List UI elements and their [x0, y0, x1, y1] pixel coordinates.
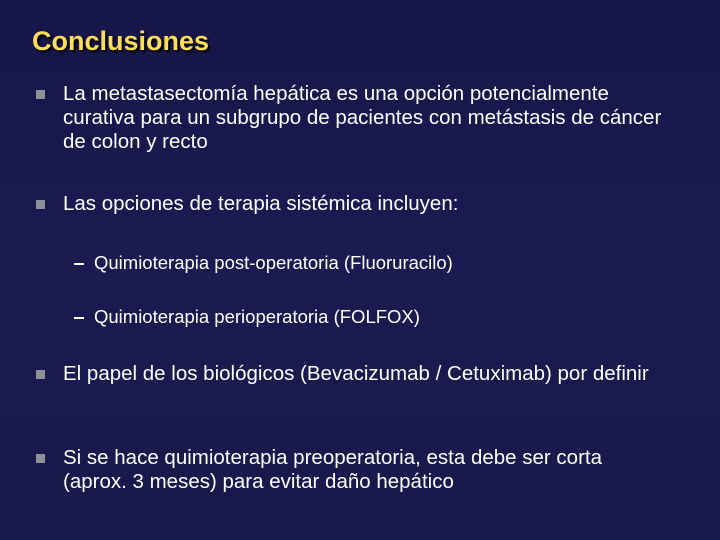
- sub-bullet-item: [74, 306, 420, 328]
- bullet-item: [36, 446, 653, 494]
- sub-bullet-text: Quimioterapia perioperatoria (FOLFOX): [94, 306, 420, 327]
- bullet-text: Si se hace quimioterapia preoperatoria, esta debe ser corta (aprox. 3 meses) para evitar daño hepático: [63, 446, 603, 493]
- bullet-text: Las opciones de terapia sistémica incluyen:: [63, 192, 459, 215]
- square-bullet-icon: [36, 370, 45, 379]
- dash-bullet-icon: [74, 263, 84, 265]
- dash-bullet-icon: [74, 317, 84, 319]
- bullet-item: [36, 362, 653, 386]
- bullet-text: El papel de los biológicos (Bevacizumab / Cetuximab) por definir: [63, 362, 649, 385]
- bullet-text: La metastasectomía hepática es una opción potencialmente curativa para un subgrupo de pacientes con metástasis de cáncer de colon y recto: [63, 82, 662, 153]
- square-bullet-icon: [36, 200, 45, 209]
- sub-bullet-text: Quimioterapia post-operatoria (Fluoruracilo): [94, 252, 453, 273]
- bullet-item: [36, 192, 663, 216]
- slide-title: Conclusiones: [32, 26, 210, 56]
- square-bullet-icon: [36, 90, 45, 99]
- bullet-item: [36, 82, 663, 154]
- sub-bullet-item: [74, 252, 453, 274]
- square-bullet-icon: [36, 454, 45, 463]
